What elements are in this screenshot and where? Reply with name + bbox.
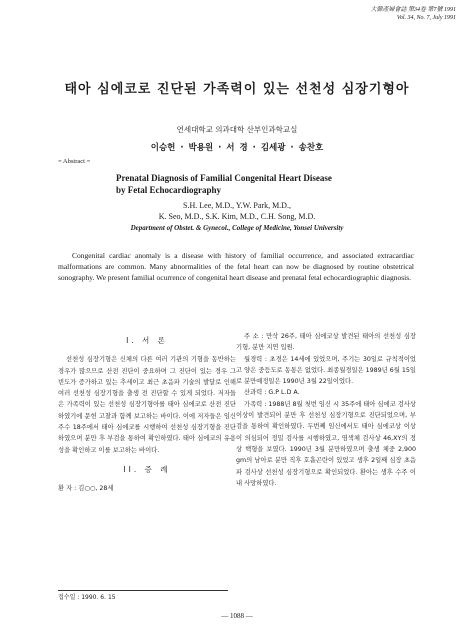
korean-authors: 이승헌 · 박용원 · 서 경 · 김세광 · 송찬호 [150, 143, 324, 153]
journal-line-english: Vol. 34, No. 7, July 1991 [396, 15, 456, 21]
english-authors-line2: K. Seo, M.D., S.K. Kim, M.D., C.H. Song, M.D. [158, 212, 316, 221]
left-column [58, 333, 236, 495]
footnote: 접수일 : 1990. 6. 15 [58, 590, 228, 603]
english-affiliation: Department of Obstet. & Gynecol., College of Medicine, Yonsei University [130, 224, 344, 232]
english-authors-line1: S.H. Lee, M.D., Y.W. Park, M.D., [183, 201, 291, 210]
english-title [116, 172, 416, 196]
family-history-paragraph: 가족력 : 1988년 8월 첫번 임신 시 35주에 태아 심에코 검사상 이상이 발견되어 분만 후 선천성 심장기형으로 진단되었으며, 부검을 통하여 확인하였다. 두번째 임신에서도 태아 심에코상 이상이 의심되어 정밀 검사를 시행하였고, 염색체 검사상 46,XY의 정상 핵형을 보였다. 1990년 3월 분만하였으며 출생 체중 2,900 gm의 남아로 분만 직후 호흡곤란이 있었고 생후 2일째 심장 초음파 검사상 선천성 심장기형으로 확인되었다. 환아는 생후 수주 이내 사망하였다. [236, 400, 416, 487]
case-patient-line: 환 자 : 김○○, 28세 [58, 485, 114, 493]
english-title-line2: by Fetal Echocardiography [116, 185, 221, 195]
english-title-line1: Prenatal Diagnosis of Familial Congenital Heart Disease [116, 173, 332, 183]
case-heading: II. 증 례 [123, 464, 171, 474]
journal-header [370, 6, 456, 22]
introduction-paragraph: 선천성 심장기형은 신체의 다른 여러 기관의 기형을 동반하는 경우가 많으므로 산전 진단이 중요하며 그 진단이 있는 경우 그 빈도가 증가하고 있는 추세이고 최근 초음파 기술의 발달로 인해 여러 선천성 심장기형을 출생 전 진단할 수 있게 되었다. 저자들은 가족력이 있는 선천성 심장기형아를 태아 심에코로 산전 진단하였기에 문헌 고찰과 함께 보고하는 바이다. 이에 저자들은 임신 주수 18주에서 태아 심에코를 시행하여 선천성 심장기형을 진단하였으며 분만 후 부검을 통하여 확인하였다. 태아 심에코의 유용성을 확인하고 이를 보고하는 바이다. [58, 356, 236, 454]
chief-complaint-paragraph: 주 소 : 만삭 26주, 태아 심에코상 발견된 태아의 선천성 심장기형, 분만 지연 입원. [236, 333, 416, 352]
obstetric-history-paragraph: 산과력 : G.P L.D A. [244, 389, 300, 397]
right-column [236, 331, 416, 489]
abstract-text: Congenital cardiac anomaly is a disease with history of familial occurrence, and associated extracardiac malformations are common. Many abnormalities of the fetal heart can now be diagnosed by routine obstetrical sonography. We present familial ocurrence of congenital heart disease and prenatal fetal echocardiographic diagnosis. [58, 251, 414, 282]
page-number: — 1088 — [221, 612, 253, 620]
korean-affiliation: 연세대학교 의과대학 산부인과학교실 [176, 125, 298, 134]
introduction-heading: I. 서 론 [126, 336, 168, 345]
korean-title: 태아 심에코로 진단된 가족력이 있는 선천성 심장기형아 [64, 82, 410, 97]
journal-line-korean: 大韓產婦會誌 第34卷 第7號 1991 [370, 7, 456, 13]
english-authors [0, 200, 474, 222]
menstrual-history-paragraph: 월경력 : 초경은 14세에 있었으며, 주기는 30일로 규칙적이었고 양은 중등도로 동통은 없었다. 최종월경일은 1989년 6월 15일로 분만예정일은 1990년 3월 22일이었다. [236, 355, 416, 386]
abstract-label: = Abstract = [58, 158, 91, 165]
